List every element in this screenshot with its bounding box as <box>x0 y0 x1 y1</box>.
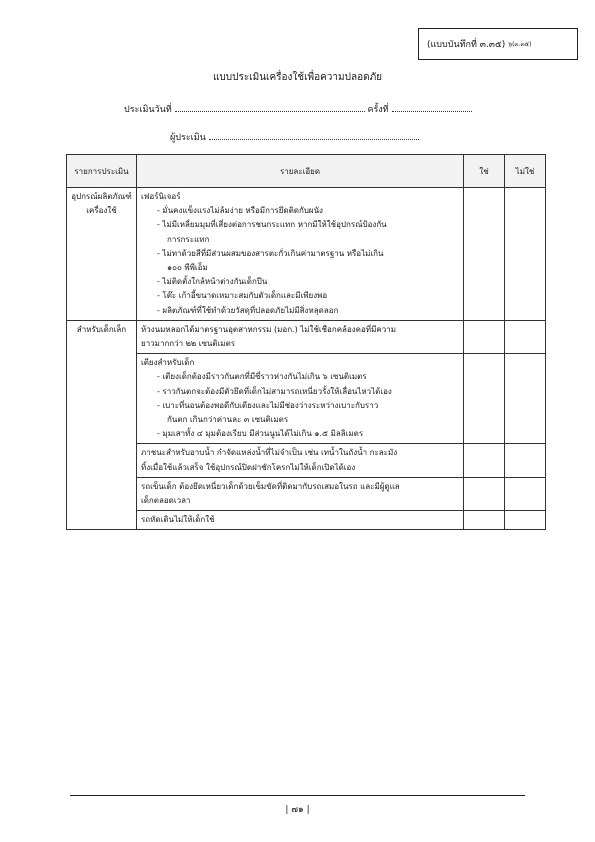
checkbox-cell-yes[interactable] <box>464 511 505 530</box>
page-number: | ๗๑ | <box>285 805 310 815</box>
checkbox-cell-no[interactable] <box>505 511 546 530</box>
checkbox-cell-no[interactable] <box>505 320 546 353</box>
checkbox-cell-yes[interactable] <box>464 444 505 477</box>
detail-line: - เตียงเด็กต้องมีราวกันตกที่มีซี่ราวห่างกันไม่เกิน ๖ เซนติเมตร <box>157 372 367 382</box>
detail-line: รถเข็นเด็ก ต้องยึดเหนี่ยวเด็กด้วยเข็มขัดที่ติดมากับรถเสมอในรถ และมีผู้ดูแล <box>141 481 400 491</box>
detail-line: ยาวมากกว่า ๒๒ เซนติเมตร <box>141 339 236 349</box>
detail-line: - มุมเสาทั้ง ๔ มุมต้องเรียบ มีส่วนนูนได้ไม่เกิน ๑.๕ มิลลิเมตร <box>157 429 364 439</box>
detail-line: - ผลิตภัณฑ์ที่ใช้ทำด้วยวัสดุที่ปลอดภัยไม่มีสิ่งหลุดลอก <box>157 305 339 315</box>
header-category: รายการประเมิน <box>67 155 137 188</box>
detail-cell <box>137 354 464 444</box>
detail-line: - ราวกันตกจะต้องมีตัวยึดที่เด็กไม่สามารถเหนี่ยวรั้งให้เลื่อนไหวได้เอง <box>157 386 392 396</box>
header-no: ไม่ใช่ <box>505 155 546 188</box>
detail-line: - ไม่มีเหลี่ยมมุมที่เสี่ยงต่อการชนกระแทก หากมีให้ใช้อุปกรณ์ป้องกัน <box>157 220 387 230</box>
footer-divider <box>70 795 525 796</box>
assessor-line <box>170 130 419 144</box>
detail-line: เตียงสำหรับเด็ก <box>141 358 195 368</box>
checkbox-cell-no[interactable] <box>505 354 546 444</box>
assessor-label: ผู้ประเมิน <box>170 133 206 143</box>
detail-line: เฟอร์นิเจอร์ <box>141 192 181 201</box>
detail-line: - ไม่ติดตั้งใกล้หน้าต่างกันเด็กปีน <box>157 277 268 287</box>
detail-line: กันตก เกินกว่าค่านละ ๓ เซนติเมตร <box>167 415 289 425</box>
checkbox-cell-yes[interactable] <box>464 188 505 321</box>
category-cell: อุปกรณ์ผลิตภัณฑ์เครื่องใช้ <box>67 188 137 321</box>
table-row <box>67 188 546 321</box>
checkbox-cell-no[interactable] <box>505 188 546 321</box>
checkbox-cell-yes[interactable] <box>464 320 505 353</box>
detail-cell <box>137 320 464 353</box>
times-field[interactable] <box>392 102 472 112</box>
category-cell: สำหรับเด็กเล็ก <box>67 320 137 530</box>
checkbox-cell-no[interactable] <box>505 477 546 510</box>
times-label: ครั้งที่ <box>367 105 389 115</box>
table-row <box>67 477 546 510</box>
detail-line: - มั่นคงแข็งแรงไม่ล้มง่าย หรือมีการยึดติดกับผนัง <box>157 206 323 216</box>
detail-line: การกระแทก <box>167 234 210 244</box>
form-number-superscript: ๖(๓.๓๕) <box>508 41 532 48</box>
detail-line: - ไม่ทาด้วยสีที่มีส่วนผสมของสารตะกั่วเกินค่ามาตรฐาน หรือไม่เกิน <box>157 248 384 258</box>
detail-line: - โต๊ะ เก้าอี้ขนาดเหมาะสมกับตัวเด็กและมีเพียงพอ <box>157 291 328 301</box>
detail-cell <box>137 444 464 477</box>
assess-date-line <box>124 102 472 116</box>
detail-line: - เบาะที่นอนต้องพอดีกับเตียงและไม่มีช่องว่างระหว่างเบาะกับราว <box>157 400 379 410</box>
table-row <box>67 354 546 444</box>
header-detail: รายละเอียด <box>137 155 464 188</box>
form-number-label: (แบบบันทึกที่ ๓.๓๕) <box>427 40 506 50</box>
assess-date-label: ประเมินวันที่ <box>124 105 172 115</box>
checkbox-cell-no[interactable] <box>505 444 546 477</box>
form-number-box <box>418 28 578 60</box>
detail-line: ห้วงนมหลอกได้มาตรฐานอุตสาหกรรม (มอก.) ไม่ใช้เชือกคล้องคอที่มีความ <box>141 324 396 334</box>
header-yes: ใช่ <box>464 155 505 188</box>
table-row <box>67 320 546 353</box>
detail-line: เด็กตลอดเวลา <box>141 496 191 506</box>
detail-line: ภาชนะสำหรับอาบน้ำ กำจัดแหล่งน้ำที่ไม่จำเป็น เช่น เทน้ำในถังน้ำ กะละมัง <box>141 448 398 458</box>
detail-line: ทิ้งเมื่อใช้แล้วเสร็จ ใช้อุปกรณ์ปิดฝาชักโครกไม่ให้เด็กเปิดได้เอง <box>141 462 356 472</box>
assessor-field[interactable] <box>209 130 419 140</box>
table-row <box>67 444 546 477</box>
detail-cell <box>137 511 464 530</box>
detail-line: ๑๐๐ พีพีเอ็ม <box>167 263 208 273</box>
table-header-row <box>67 155 546 188</box>
assess-date-field[interactable] <box>175 102 365 112</box>
table-row <box>67 511 546 530</box>
detail-cell <box>137 477 464 510</box>
checkbox-cell-yes[interactable] <box>464 477 505 510</box>
assessment-table <box>66 154 546 530</box>
page-title: แบบประเมินเครื่องใช้เพื่อความปลอดภัย <box>212 72 383 83</box>
detail-cell <box>137 188 464 321</box>
checkbox-cell-yes[interactable] <box>464 354 505 444</box>
detail-line: รถหัดเดินไม่ให้เด็กใช้ <box>141 515 215 525</box>
